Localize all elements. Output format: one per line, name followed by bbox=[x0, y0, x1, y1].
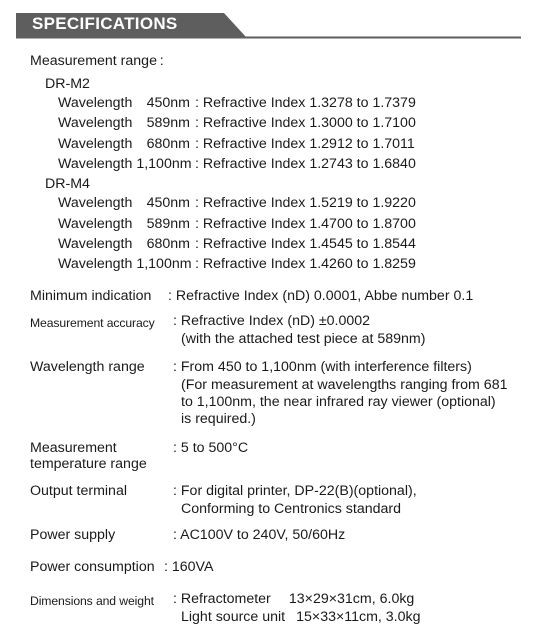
wavelength-label: Wavelength 1,100nm bbox=[58, 156, 192, 172]
output-terminal-note: Conforming to Centronics standard bbox=[181, 501, 402, 517]
wavelength-label: Wavelength 1,100nm bbox=[58, 256, 192, 272]
output-terminal-value: : For digital printer, DP-22(B)(optional), bbox=[173, 483, 417, 499]
model-name: DR-M2 bbox=[45, 76, 90, 92]
wavelength-range-label: Wavelength range bbox=[30, 359, 145, 375]
refractive-range: : Refractive Index 1.3278 to 1.7379 bbox=[195, 95, 416, 111]
wavelength-label: Wavelength 680nm bbox=[58, 236, 190, 252]
wavelength-label: Wavelength 589nm bbox=[58, 115, 190, 131]
power-consumption-label: Power consumption bbox=[30, 559, 155, 575]
temp-range-label: Measurement bbox=[30, 440, 117, 456]
power-supply-label: Power supply bbox=[30, 527, 116, 543]
measurement-range-label: Measurement range : bbox=[30, 53, 164, 69]
wavelength-range-note: (For measurement at wavelengths ranging from 681 bbox=[181, 377, 508, 393]
dimensions-value: Light source unit 15×33×11cm, 3.0kg bbox=[181, 609, 421, 625]
accuracy-label: Measurement accuracy bbox=[30, 316, 155, 330]
temp-range-label: temperature range bbox=[30, 456, 147, 472]
accuracy-note: (with the attached test piece at 589nm) bbox=[181, 331, 426, 347]
refractive-range: : Refractive Index 1.2912 to 1.7011 bbox=[195, 136, 415, 152]
temp-range-value: : 5 to 500°C bbox=[173, 440, 249, 456]
power-consumption-value: : 160VA bbox=[164, 559, 214, 575]
accuracy-value: : Refractive Index (nD) ±0.0002 bbox=[173, 313, 371, 329]
min-indication-label: Minimum indication bbox=[30, 288, 152, 304]
refractive-range: : Refractive Index 1.4260 to 1.8259 bbox=[195, 256, 416, 272]
wavelength-range-note: is required.) bbox=[181, 411, 256, 427]
output-terminal-label: Output terminal bbox=[30, 483, 127, 499]
refractive-range: : Refractive Index 1.5219 to 1.9220 bbox=[195, 195, 416, 211]
dimensions-label: Dimensions and weight bbox=[30, 594, 154, 608]
power-supply-value: : AC100V to 240V, 50/60Hz bbox=[173, 527, 346, 543]
wavelength-label: Wavelength 680nm bbox=[58, 136, 190, 152]
wavelength-label: Wavelength 450nm bbox=[58, 95, 190, 111]
refractive-range: : Refractive Index 1.2743 to 1.6840 bbox=[195, 156, 416, 172]
wavelength-range-value: : From 450 to 1,100nm (with interference filters) bbox=[173, 359, 472, 375]
refractive-range: : Refractive Index 1.4545 to 1.8544 bbox=[195, 236, 416, 252]
wavelength-label: Wavelength 589nm bbox=[58, 216, 190, 232]
refractive-range: : Refractive Index 1.4700 to 1.8700 bbox=[195, 216, 416, 232]
wavelength-range-note: to 1,100nm, the near infrared ray viewer (optional) bbox=[181, 394, 496, 410]
refractive-range: : Refractive Index 1.3000 to 1.7100 bbox=[195, 115, 416, 131]
section-title: SPECIFICATIONS bbox=[32, 14, 178, 33]
wavelength-label: Wavelength 450nm bbox=[58, 195, 190, 211]
dimensions-value: : Refractometer 13×29×31cm, 6.0kg bbox=[173, 591, 415, 607]
min-indication-value: : Refractive Index (nD) 0.0001, Abbe number 0.1 bbox=[168, 288, 474, 304]
model-name: DR-M4 bbox=[45, 176, 90, 192]
